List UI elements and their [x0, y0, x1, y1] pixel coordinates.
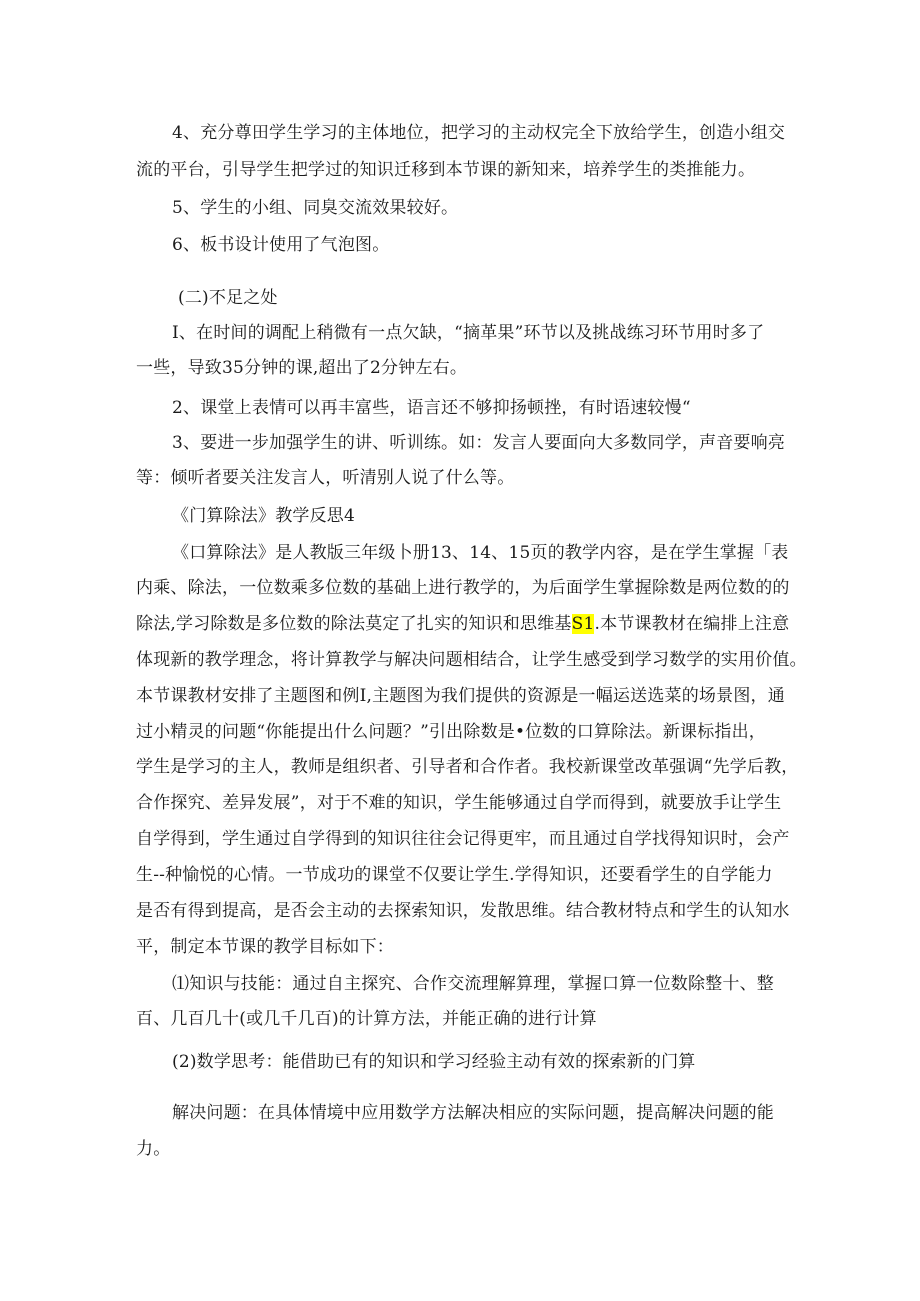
paragraph-line: 2、课堂上表情可以再丰富些，语言还不够抑扬顿挫，有时语速较慢“: [172, 398, 691, 418]
section-heading: (二)不足之处: [178, 288, 278, 308]
paragraph-line: 平，制定本节课的教学目标如下：: [136, 937, 394, 957]
paragraph-line: 生--种愉悦的心情。一节成功的课堂不仅要让学生.学得知识，还要看学生的自学能力: [136, 865, 773, 885]
highlighted-text: S1: [571, 614, 595, 634]
paragraph-line: 4、充分尊田学生学习的主体地位，把学习的主动权完全下放给学生，创造小组交: [172, 123, 786, 143]
paragraph-line-highlighted: [136, 612, 789, 636]
paragraph-line: 《口算除法》是人教版三年级卜册13、14、15页的教学内容，是在学生掌握「表: [172, 543, 789, 563]
paragraph-line: 是否有得到提高，是否会主动的去探索知识，发散思维。结合教材特点和学生的认知水: [136, 901, 790, 921]
paragraph-line: 6、板书设计使用了气泡图。: [172, 235, 390, 255]
paragraph-line: 自学得到，学生通过自学得到的知识往往会记得更牢，而且通过自学找得知识时，会产: [136, 829, 790, 849]
section-title: 《门算除法》教学反思4: [172, 506, 356, 526]
paragraph-line: 等：倾听者要关注发言人，听清别人说了什么等。: [136, 468, 515, 488]
paragraph-line: 本节课教材安排了主题图和例I,主题图为我们提供的资源是一幅运送选菜的场景图，通: [136, 686, 785, 706]
paragraph-line: 内乘、除法，一位数乘多位数的基础上进行教学的，为后面学生掌握除数是两位数的的: [136, 578, 790, 598]
paragraph-line: ⑴知识与技能：通过自主探究、合作交流理解算理，掌握口算一位数除整十、整: [172, 974, 774, 994]
paragraph-line: 体现新的教学理念，将计算教学与解决问题相结合，让学生感受到学习数学的实用价值。: [136, 650, 807, 670]
paragraph-line: 力。: [136, 1139, 171, 1159]
line-text-after: .本节课教材在编排上注意: [594, 614, 790, 634]
paragraph-line: 学生是学习的主人，教师是组织者、引导者和合作者。我校新课堂改革强调“先学后教，: [136, 757, 799, 777]
paragraph-line: (2)数学思考：能借助已有的知识和学习经验主动有效的探索新的门算: [172, 1052, 696, 1072]
paragraph-line: 过小精灵的问题“你能提出什么问题？”引出除数是•位数的口算除法。新课标指出，: [136, 722, 767, 742]
paragraph-line: 3、要进一步加强学生的讲、听训练。如：发言人要面向大多数同学，声音要响亮: [172, 433, 786, 453]
line-text-before: 除法,学习除数是多位数的除法莫定了扎实的知识和思维基: [136, 614, 572, 634]
paragraph-line: 百、几百几十(或几千几百)的计算方法，并能正确的进行计算: [136, 1009, 597, 1029]
paragraph-line: 一些，导致35分钟的课,超出了2分钟左右。: [136, 358, 468, 378]
paragraph-line: 解决问题：在具体情境中应用数学方法解决相应的实际问题，提高解决问题的能: [172, 1103, 774, 1123]
paragraph-line: 5、学生的小组、同臭交流效果较好。: [172, 198, 459, 218]
paragraph-line: 流的平台，引导学生把学过的知识迁移到本节课的新知来，培养学生的类推能力。: [136, 160, 756, 180]
paragraph-line: 合作探究、差异发展”，对于不难的知识，学生能够通过自学而得到，就要放手让学生: [136, 793, 782, 813]
paragraph-line: I、在时间的调配上稍微有一点欠缺，“摘革果”环节以及挑战练习环节用时多了: [172, 323, 765, 343]
